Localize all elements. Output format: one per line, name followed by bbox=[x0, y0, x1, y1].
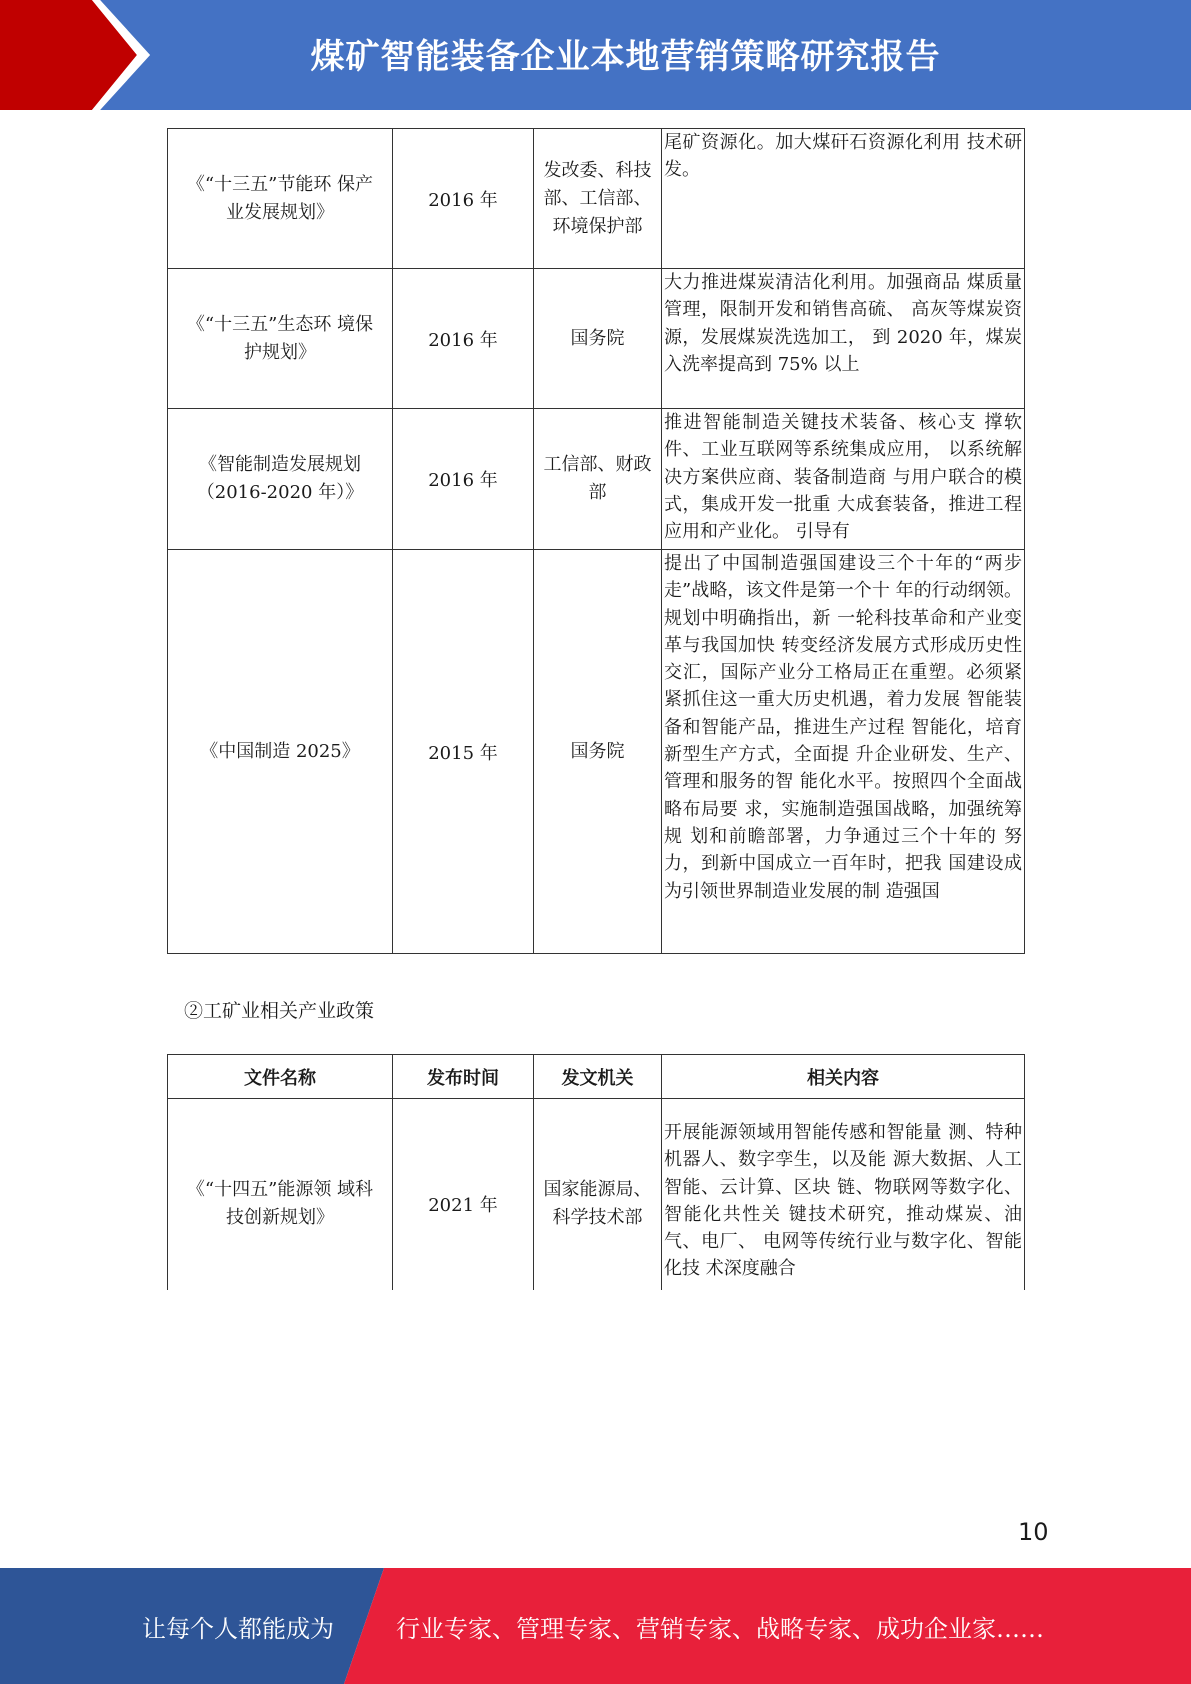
publish-year-cell: 2015 年 bbox=[393, 550, 534, 954]
table-row bbox=[168, 269, 1025, 409]
publish-year-cell: 2016 年 bbox=[393, 269, 534, 409]
content-cell: 尾矿资源化。加大煤矸石资源化利用 技术研发。 bbox=[662, 129, 1025, 269]
column-header-content: 相关内容 bbox=[662, 1055, 1025, 1099]
policy-table-continued bbox=[167, 128, 1025, 954]
content-cell: 大力推进煤炭清洁化利用。加强商品 煤质量管理，限制开发和销售高硫、 高灰等煤炭资源，发展煤炭洗选加工， 到 2020 年，煤炭入洗率提高到 75% 以上 bbox=[662, 269, 1025, 409]
content-cell: 推进智能制造关键技术装备、核心支 撑软件、工业互联网等系统集成应用， 以系统解决方案供应商、装备制造商 与用户联合的模式，集成开发一批重 大成套装备，推进工程应用和产业化。 引导有 bbox=[662, 409, 1025, 550]
publish-year-cell: 2016 年 bbox=[393, 129, 534, 269]
doc-name-cell: 《“十三五”节能环 保产业发展规划》 bbox=[168, 129, 393, 269]
column-header-doc-name: 文件名称 bbox=[168, 1055, 393, 1099]
issuing-authority-cell: 发改委、科技部、工信部、环境保护部 bbox=[534, 129, 662, 269]
content-cell: 开展能源领域用智能传感和智能量 测、特种机器人、数字孪生，以及能 源大数据、人工智能、云计算、区块 链、物联网等数字化、智能化共性关 键技术研究，推动煤炭、油气、电厂、 电网等传统行业与数字化、智能化技 术深度融合 bbox=[662, 1099, 1025, 1309]
table-row bbox=[168, 1099, 1025, 1309]
doc-name-cell: 《智能制造发展规划（2016-2020 年）》 bbox=[168, 409, 393, 550]
table-row bbox=[168, 129, 1025, 269]
doc-name-cell: 《中国制造 2025》 bbox=[168, 550, 393, 954]
issuing-authority-cell: 工信部、财政部 bbox=[534, 409, 662, 550]
issuing-authority-cell: 国家能源局、科学技术部 bbox=[534, 1099, 662, 1309]
publish-year-cell: 2016 年 bbox=[393, 409, 534, 550]
page-footer bbox=[0, 1568, 1191, 1684]
table-row bbox=[168, 409, 1025, 550]
doc-name-cell: 《“十三五”生态环 境保护规划》 bbox=[168, 269, 393, 409]
report-title: 煤矿智能装备企业本地营销策略研究报告 bbox=[310, 36, 941, 77]
page-number: 10 bbox=[1018, 1518, 1049, 1546]
footer-slogan-left: 让每个人都能成为 bbox=[142, 1614, 334, 1643]
footer-slogan-right: 行业专家、管理专家、营销专家、战略专家、成功企业家…… bbox=[396, 1614, 1044, 1643]
column-header-issuing-authority: 发文机关 bbox=[534, 1055, 662, 1099]
page-header bbox=[0, 0, 1191, 110]
table-row bbox=[168, 550, 1025, 954]
publish-year-cell: 2021 年 bbox=[393, 1099, 534, 1309]
doc-name-cell: 《“十四五”能源领 域科技创新规划》 bbox=[168, 1099, 393, 1309]
header-arrow-decoration bbox=[0, 0, 160, 110]
table-header-row bbox=[168, 1055, 1025, 1099]
table-cutoff bbox=[150, 1290, 1050, 1350]
issuing-authority-cell: 国务院 bbox=[534, 269, 662, 409]
column-header-publish-time: 发布时间 bbox=[393, 1055, 534, 1099]
content-cell: 提出了中国制造强国建设三个十年的“两步走”战略，该文件是第一个十 年的行动纲领。规划中明确指出，新 一轮科技革命和产业变革与我国加快 转变经济发展方式形成历史性交汇，国际产业分工格局正在重塑。必须紧 紧抓住这一重大历史机遇，着力发展 智能装备和智能产品，推进生产过程 智能化，培育新型生产方式，全面提 升企业研发、生产、管理和服务的智 能化水平。按照四个全面战略布局要 求，实施制造强国战略，加强统筹规 划和前瞻部署，力争通过三个十年的 努力，到新中国成立一百年时，把我 国建设成为引领世界制造业发展的制 造强国 bbox=[662, 550, 1025, 954]
issuing-authority-cell: 国务院 bbox=[534, 550, 662, 954]
mining-policy-table bbox=[167, 1054, 1025, 1309]
section-heading: ②工矿业相关产业政策 bbox=[184, 1000, 375, 1022]
